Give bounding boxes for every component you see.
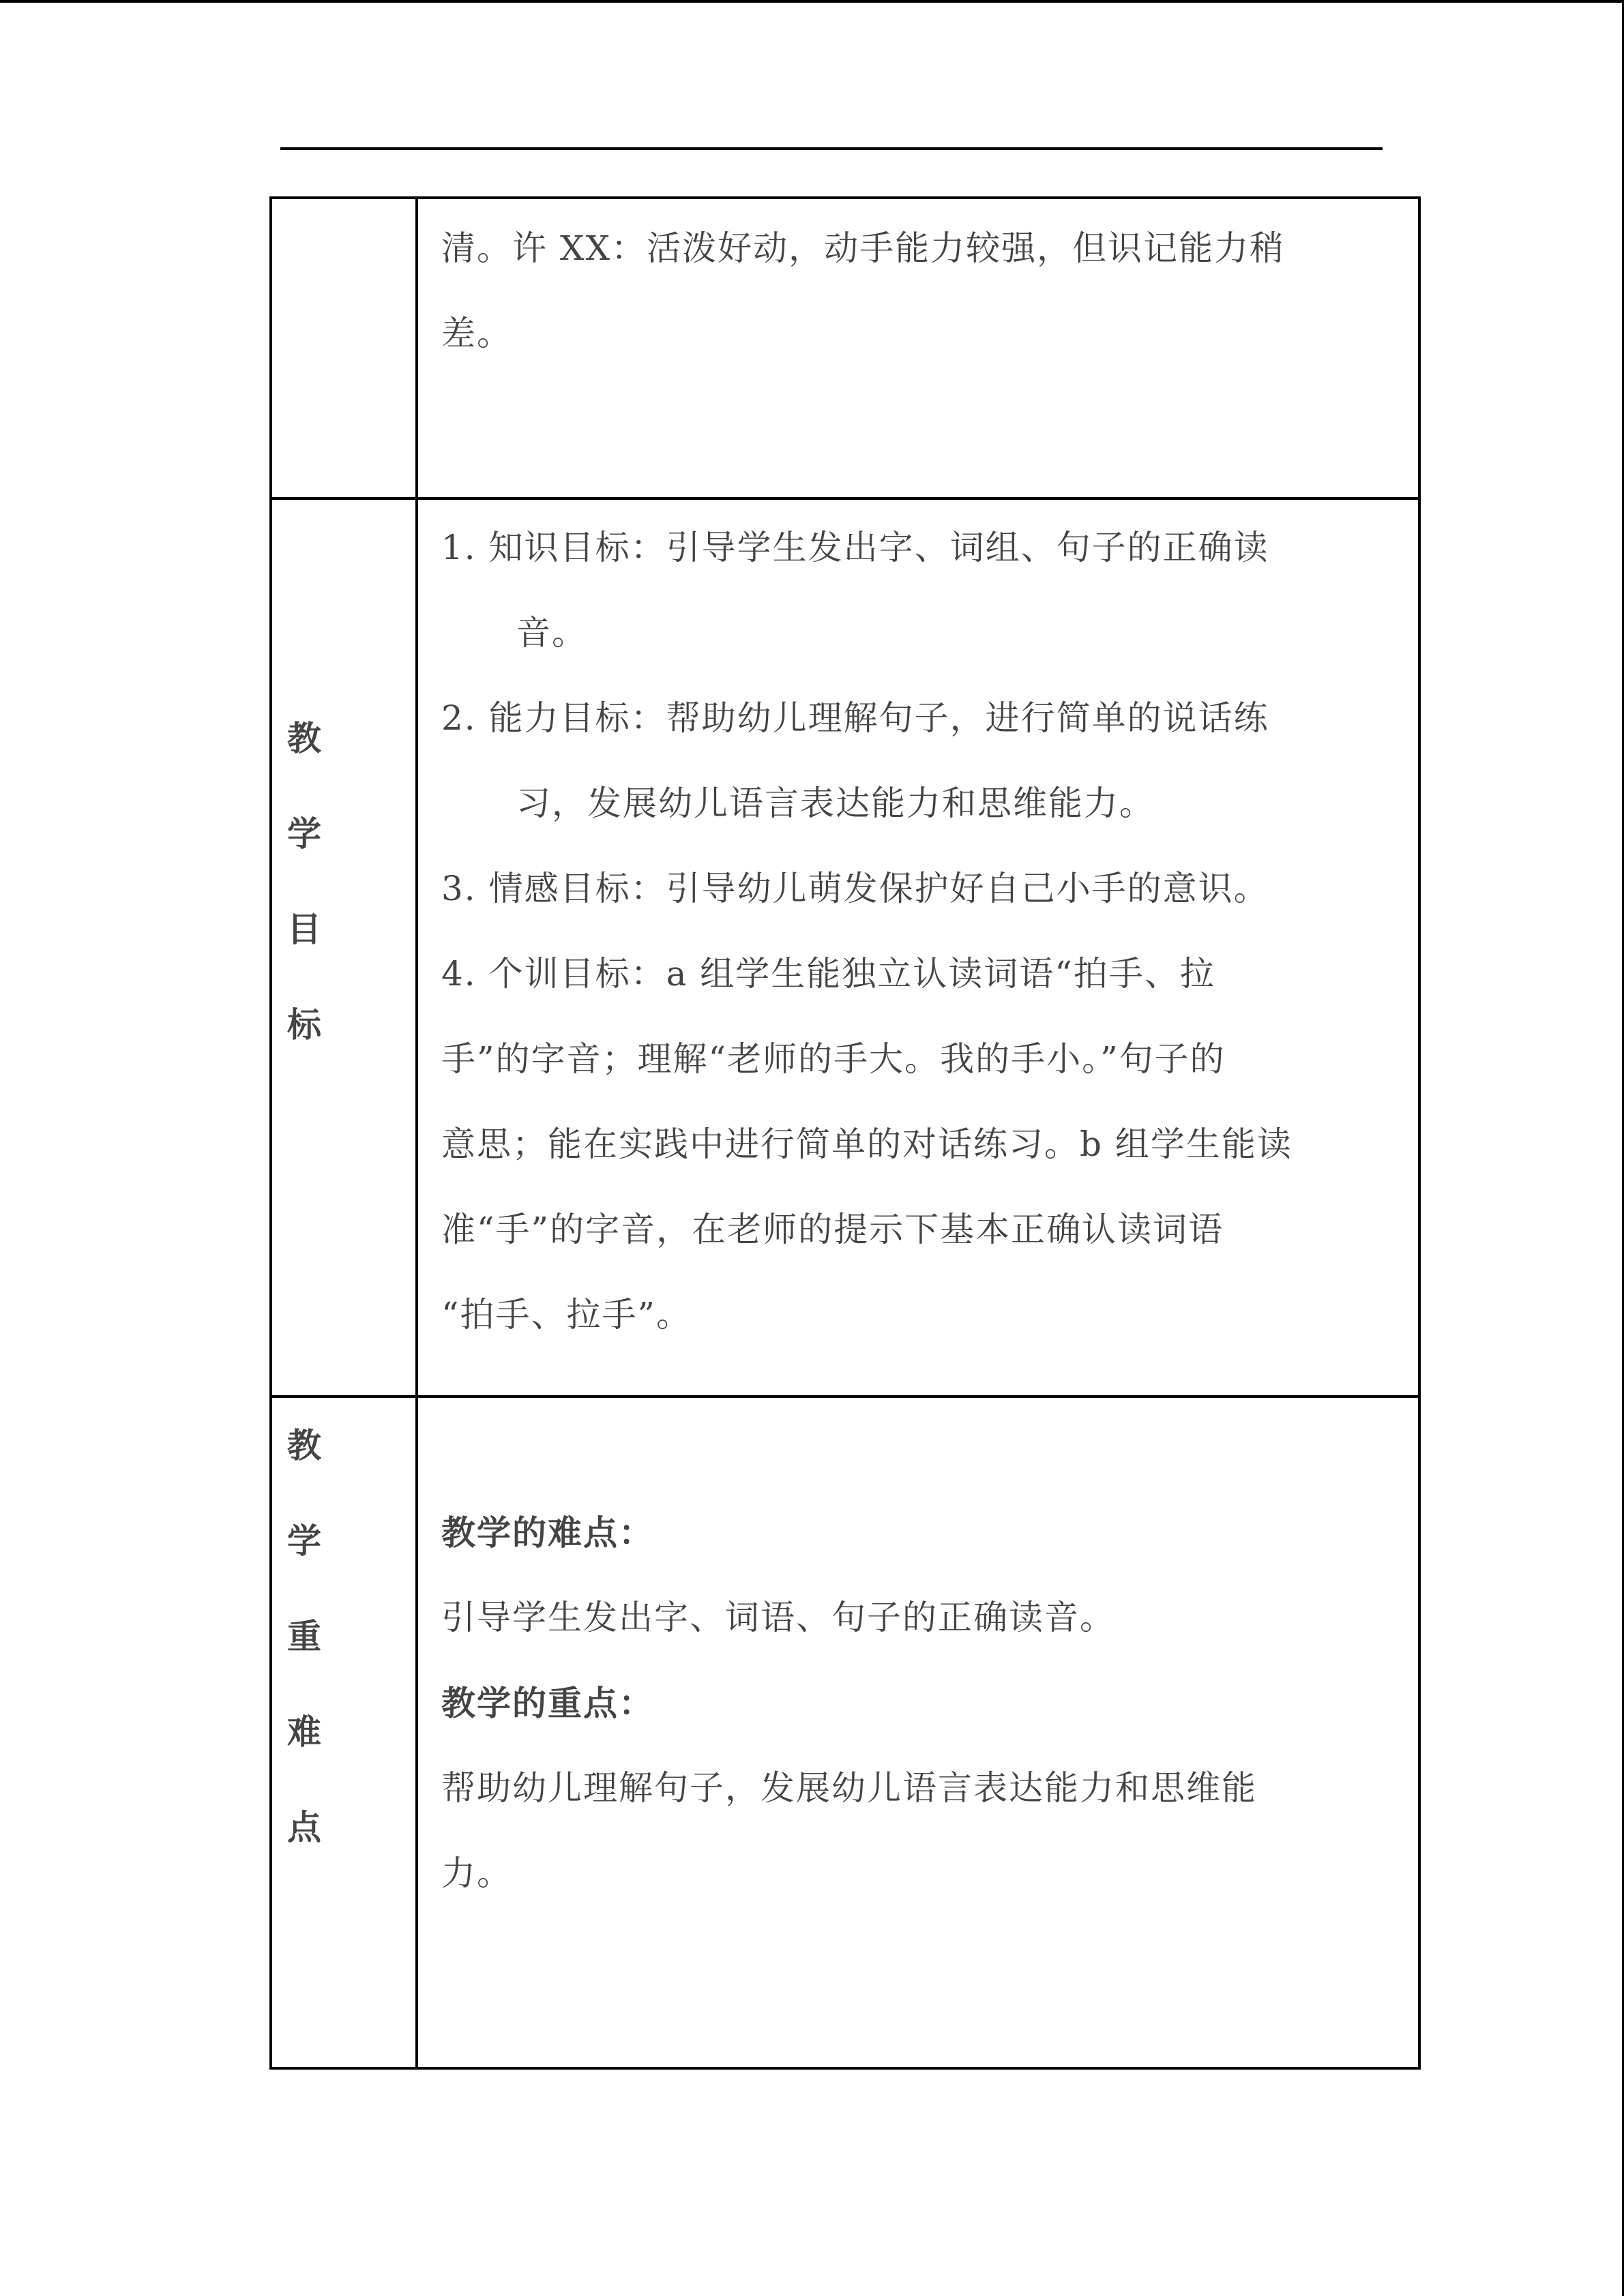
objective-ability-cont: 习，发展幼儿语言表达能力和思维能力。 bbox=[516, 784, 1155, 823]
label-char: 教 bbox=[287, 1425, 321, 1465]
table-row-teaching-objectives bbox=[271, 498, 1419, 1397]
label-cell-empty bbox=[271, 198, 417, 498]
label-char: 学 bbox=[287, 814, 321, 854]
label-char: 学 bbox=[287, 1521, 321, 1561]
label-char: 重 bbox=[287, 1616, 321, 1656]
objective-individual: 4. 个训目标：a 组学生能独立认读词语“拍手、拉 bbox=[441, 954, 1215, 994]
difficulty-text: 引导学生发出字、词语、句子的正确读音。 bbox=[441, 1598, 1115, 1637]
objective-ability: 2. 能力目标：帮助幼儿理解句子，进行简单的说话练 bbox=[441, 698, 1269, 738]
profile-line: 清。许 XX：活泼好动，动手能力较强，但识记能力稍 bbox=[441, 228, 1286, 268]
objectives-cell bbox=[417, 498, 1419, 1397]
label-char: 目 bbox=[287, 909, 321, 949]
objective-individual-cont: 准“手”的字音，在老师的提示下基本正确认读词语 bbox=[441, 1210, 1224, 1249]
objective-individual-cont: “拍手、拉手”。 bbox=[441, 1295, 692, 1335]
objective-individual-cont: 手”的字音；理解“老师的手大。我的手小。”句子的 bbox=[441, 1039, 1226, 1079]
vertical-label bbox=[272, 1398, 415, 1875]
label-cell-teaching-objectives bbox=[271, 498, 417, 1397]
focus-text: 力。 bbox=[441, 1853, 512, 1893]
label-cell-key-difficult-points bbox=[271, 1397, 417, 2068]
objective-knowledge: 1. 知识目标：引导学生发出字、词组、句子的正确读 bbox=[441, 528, 1269, 567]
focus-text: 帮助幼儿理解句子，发展幼儿语言表达能力和思维能 bbox=[441, 1768, 1257, 1808]
profile-line: 差。 bbox=[441, 314, 512, 353]
table-row-key-and-difficult-points bbox=[271, 1397, 1419, 2068]
objective-individual-cont: 意思；能在实践中进行简单的对话练习。b 组学生能读 bbox=[441, 1124, 1293, 1164]
key-points-cell bbox=[417, 1397, 1419, 2068]
lesson-plan-table bbox=[269, 196, 1421, 2070]
student-profile-cell bbox=[417, 198, 1419, 498]
objective-emotion: 3. 情感目标：引导幼儿萌发保护好自己小手的意识。 bbox=[441, 869, 1269, 908]
label-char: 标 bbox=[287, 1004, 321, 1045]
vertical-label bbox=[272, 500, 415, 1073]
difficulty-heading: 教学的难点： bbox=[441, 1512, 654, 1553]
objective-knowledge-cont: 音。 bbox=[516, 613, 587, 653]
focus-heading: 教学的重点： bbox=[441, 1683, 654, 1723]
label-char: 教 bbox=[287, 718, 321, 758]
label-char: 难 bbox=[287, 1712, 321, 1752]
header-rule bbox=[280, 147, 1383, 150]
label-char: 点 bbox=[287, 1807, 321, 1847]
table-row-student-profile bbox=[271, 198, 1419, 498]
page-top-border bbox=[0, 0, 1624, 3]
